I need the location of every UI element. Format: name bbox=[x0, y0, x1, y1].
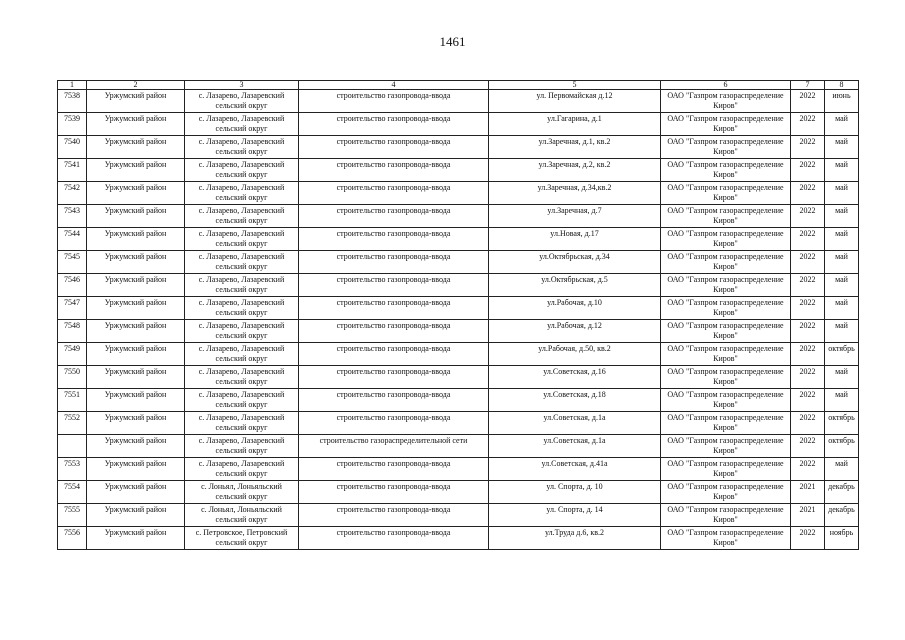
month-cell: июнь bbox=[825, 90, 859, 113]
organization-cell: ОАО "Газпром газораспределение Киров" bbox=[661, 90, 791, 113]
registry-table bbox=[57, 80, 859, 550]
table-row bbox=[58, 527, 859, 550]
work-type-cell: строительство газопровода-ввода bbox=[299, 136, 489, 159]
row-number: 7544 bbox=[58, 228, 87, 251]
table-row bbox=[58, 228, 859, 251]
locality-cell: с. Петровское, Петровский сельский округ bbox=[185, 527, 299, 550]
table-row bbox=[58, 481, 859, 504]
row-number: 7551 bbox=[58, 389, 87, 412]
row-number: 7549 bbox=[58, 343, 87, 366]
locality-cell: с. Лоньял, Лоньяльский сельский округ bbox=[185, 481, 299, 504]
district-cell: Уржумский район bbox=[87, 435, 185, 458]
year-cell: 2022 bbox=[791, 389, 825, 412]
address-cell: ул. Спорта, д. 14 bbox=[489, 504, 661, 527]
address-cell: ул. Спорта, д. 10 bbox=[489, 481, 661, 504]
locality-cell: с. Лазарево, Лазаревский сельский округ bbox=[185, 389, 299, 412]
table-row bbox=[58, 458, 859, 481]
work-type-cell: строительство газораспределительной сети bbox=[299, 435, 489, 458]
year-cell: 2022 bbox=[791, 228, 825, 251]
column-header: 8 bbox=[825, 81, 859, 90]
year-cell: 2022 bbox=[791, 90, 825, 113]
organization-cell: ОАО "Газпром газораспределение Киров" bbox=[661, 136, 791, 159]
work-type-cell: строительство газопровода-ввода bbox=[299, 228, 489, 251]
address-cell: ул.Советская, д.16 bbox=[489, 366, 661, 389]
locality-cell: с. Лазарево, Лазаревский сельский округ bbox=[185, 343, 299, 366]
row-number: 7539 bbox=[58, 113, 87, 136]
table-row bbox=[58, 343, 859, 366]
district-cell: Уржумский район bbox=[87, 113, 185, 136]
table-row bbox=[58, 205, 859, 228]
column-header: 3 bbox=[185, 81, 299, 90]
locality-cell: с. Лоньял, Лоньяльский сельский округ bbox=[185, 504, 299, 527]
work-type-cell: строительство газопровода-ввода bbox=[299, 504, 489, 527]
row-number: 7543 bbox=[58, 205, 87, 228]
address-cell: ул.Октябрьская, д.34 bbox=[489, 251, 661, 274]
month-cell: май bbox=[825, 205, 859, 228]
work-type-cell: строительство газопровода-ввода bbox=[299, 481, 489, 504]
work-type-cell: строительство газопровода-ввода bbox=[299, 205, 489, 228]
work-type-cell: строительство газопровода-ввода bbox=[299, 274, 489, 297]
row-number: 7538 bbox=[58, 90, 87, 113]
locality-cell: с. Лазарево, Лазаревский сельский округ bbox=[185, 251, 299, 274]
column-header: 4 bbox=[299, 81, 489, 90]
year-cell: 2022 bbox=[791, 251, 825, 274]
month-cell: май bbox=[825, 182, 859, 205]
year-cell: 2022 bbox=[791, 159, 825, 182]
row-number: 7554 bbox=[58, 481, 87, 504]
organization-cell: ОАО "Газпром газораспределение Киров" bbox=[661, 159, 791, 182]
locality-cell: с. Лазарево, Лазаревский сельский округ bbox=[185, 182, 299, 205]
table-row bbox=[58, 389, 859, 412]
month-cell: май bbox=[825, 251, 859, 274]
organization-cell: ОАО "Газпром газораспределение Киров" bbox=[661, 182, 791, 205]
address-cell: ул.Заречная, д.7 bbox=[489, 205, 661, 228]
locality-cell: с. Лазарево, Лазаревский сельский округ bbox=[185, 366, 299, 389]
year-cell: 2022 bbox=[791, 435, 825, 458]
column-header: 5 bbox=[489, 81, 661, 90]
row-number: 7553 bbox=[58, 458, 87, 481]
year-cell: 2022 bbox=[791, 458, 825, 481]
column-header: 1 bbox=[58, 81, 87, 90]
header-row bbox=[58, 81, 859, 90]
organization-cell: ОАО "Газпром газораспределение Киров" bbox=[661, 205, 791, 228]
locality-cell: с. Лазарево, Лазаревский сельский округ bbox=[185, 274, 299, 297]
district-cell: Уржумский район bbox=[87, 205, 185, 228]
table-row bbox=[58, 251, 859, 274]
table-row bbox=[58, 159, 859, 182]
address-cell: ул. Первомайская д.12 bbox=[489, 90, 661, 113]
row-number: 7552 bbox=[58, 412, 87, 435]
table-row bbox=[58, 320, 859, 343]
year-cell: 2022 bbox=[791, 182, 825, 205]
district-cell: Уржумский район bbox=[87, 320, 185, 343]
organization-cell: ОАО "Газпром газораспределение Киров" bbox=[661, 458, 791, 481]
month-cell: май bbox=[825, 274, 859, 297]
address-cell: ул.Рабочая, д.10 bbox=[489, 297, 661, 320]
row-number bbox=[58, 435, 87, 458]
work-type-cell: строительство газопровода-ввода bbox=[299, 159, 489, 182]
work-type-cell: строительство газопровода-ввода bbox=[299, 182, 489, 205]
month-cell: май bbox=[825, 320, 859, 343]
row-number: 7547 bbox=[58, 297, 87, 320]
organization-cell: ОАО "Газпром газораспределение Киров" bbox=[661, 481, 791, 504]
organization-cell: ОАО "Газпром газораспределение Киров" bbox=[661, 297, 791, 320]
locality-cell: с. Лазарево, Лазаревский сельский округ bbox=[185, 435, 299, 458]
locality-cell: с. Лазарево, Лазаревский сельский округ bbox=[185, 90, 299, 113]
table-row bbox=[58, 136, 859, 159]
row-number: 7545 bbox=[58, 251, 87, 274]
year-cell: 2022 bbox=[791, 412, 825, 435]
work-type-cell: строительство газопровода-ввода bbox=[299, 320, 489, 343]
locality-cell: с. Лазарево, Лазаревский сельский округ bbox=[185, 458, 299, 481]
month-cell: май bbox=[825, 389, 859, 412]
work-type-cell: строительство газопровода-ввода bbox=[299, 251, 489, 274]
year-cell: 2022 bbox=[791, 136, 825, 159]
year-cell: 2021 bbox=[791, 504, 825, 527]
district-cell: Уржумский район bbox=[87, 458, 185, 481]
district-cell: Уржумский район bbox=[87, 90, 185, 113]
organization-cell: ОАО "Газпром газораспределение Киров" bbox=[661, 274, 791, 297]
year-cell: 2022 bbox=[791, 366, 825, 389]
work-type-cell: строительство газопровода-ввода bbox=[299, 343, 489, 366]
organization-cell: ОАО "Газпром газораспределение Киров" bbox=[661, 113, 791, 136]
district-cell: Уржумский район bbox=[87, 527, 185, 550]
district-cell: Уржумский район bbox=[87, 389, 185, 412]
row-number: 7555 bbox=[58, 504, 87, 527]
district-cell: Уржумский район bbox=[87, 412, 185, 435]
month-cell: ноябрь bbox=[825, 527, 859, 550]
organization-cell: ОАО "Газпром газораспределение Киров" bbox=[661, 504, 791, 527]
organization-cell: ОАО "Газпром газораспределение Киров" bbox=[661, 527, 791, 550]
address-cell: ул.Заречная, д.1, кв.2 bbox=[489, 136, 661, 159]
row-number: 7550 bbox=[58, 366, 87, 389]
locality-cell: с. Лазарево, Лазаревский сельский округ bbox=[185, 136, 299, 159]
district-cell: Уржумский район bbox=[87, 251, 185, 274]
address-cell: ул.Труда д.6, кв.2 bbox=[489, 527, 661, 550]
month-cell: октябрь bbox=[825, 412, 859, 435]
year-cell: 2022 bbox=[791, 320, 825, 343]
table-row bbox=[58, 504, 859, 527]
column-header: 7 bbox=[791, 81, 825, 90]
address-cell: ул.Рабочая, д.50, кв.2 bbox=[489, 343, 661, 366]
work-type-cell: строительство газопровода-ввода bbox=[299, 389, 489, 412]
locality-cell: с. Лазарево, Лазаревский сельский округ bbox=[185, 113, 299, 136]
column-header: 6 bbox=[661, 81, 791, 90]
locality-cell: с. Лазарево, Лазаревский сельский округ bbox=[185, 412, 299, 435]
work-type-cell: строительство газопровода-ввода bbox=[299, 113, 489, 136]
year-cell: 2022 bbox=[791, 274, 825, 297]
year-cell: 2021 bbox=[791, 481, 825, 504]
address-cell: ул.Октябрьская, д.5 bbox=[489, 274, 661, 297]
month-cell: май bbox=[825, 159, 859, 182]
locality-cell: с. Лазарево, Лазаревский сельский округ bbox=[185, 159, 299, 182]
district-cell: Уржумский район bbox=[87, 504, 185, 527]
organization-cell: ОАО "Газпром газораспределение Киров" bbox=[661, 435, 791, 458]
district-cell: Уржумский район bbox=[87, 274, 185, 297]
month-cell: май bbox=[825, 113, 859, 136]
district-cell: Уржумский район bbox=[87, 297, 185, 320]
work-type-cell: строительство газопровода-ввода bbox=[299, 458, 489, 481]
month-cell: май bbox=[825, 366, 859, 389]
row-number: 7556 bbox=[58, 527, 87, 550]
address-cell: ул.Новая, д.17 bbox=[489, 228, 661, 251]
address-cell: ул.Рабочая, д.12 bbox=[489, 320, 661, 343]
organization-cell: ОАО "Газпром газораспределение Киров" bbox=[661, 251, 791, 274]
column-header: 2 bbox=[87, 81, 185, 90]
address-cell: ул.Советская, д.1а bbox=[489, 412, 661, 435]
page-number: 1461 bbox=[439, 34, 466, 49]
organization-cell: ОАО "Газпром газораспределение Киров" bbox=[661, 343, 791, 366]
address-cell: ул.Заречная, д.2, кв.2 bbox=[489, 159, 661, 182]
table-row bbox=[58, 412, 859, 435]
table-row bbox=[58, 274, 859, 297]
year-cell: 2022 bbox=[791, 343, 825, 366]
district-cell: Уржумский район bbox=[87, 182, 185, 205]
locality-cell: с. Лазарево, Лазаревский сельский округ bbox=[185, 205, 299, 228]
row-number: 7548 bbox=[58, 320, 87, 343]
locality-cell: с. Лазарево, Лазаревский сельский округ bbox=[185, 228, 299, 251]
table-row bbox=[58, 182, 859, 205]
month-cell: декабрь bbox=[825, 481, 859, 504]
table-row bbox=[58, 90, 859, 113]
address-cell: ул.Советская, д.41а bbox=[489, 458, 661, 481]
year-cell: 2022 bbox=[791, 297, 825, 320]
table-row bbox=[58, 435, 859, 458]
year-cell: 2022 bbox=[791, 527, 825, 550]
work-type-cell: строительство газопровода-ввода bbox=[299, 366, 489, 389]
month-cell: декабрь bbox=[825, 504, 859, 527]
table-row bbox=[58, 113, 859, 136]
organization-cell: ОАО "Газпром газораспределение Киров" bbox=[661, 320, 791, 343]
address-cell: ул.Заречная, д.34,кв.2 bbox=[489, 182, 661, 205]
district-cell: Уржумский район bbox=[87, 343, 185, 366]
address-cell: ул.Советская, д.18 bbox=[489, 389, 661, 412]
month-cell: май bbox=[825, 297, 859, 320]
month-cell: октябрь bbox=[825, 435, 859, 458]
month-cell: май bbox=[825, 228, 859, 251]
row-number: 7540 bbox=[58, 136, 87, 159]
month-cell: октябрь bbox=[825, 343, 859, 366]
address-cell: ул.Гагарина, д.1 bbox=[489, 113, 661, 136]
work-type-cell: строительство газопровода-ввода bbox=[299, 527, 489, 550]
year-cell: 2022 bbox=[791, 205, 825, 228]
row-number: 7542 bbox=[58, 182, 87, 205]
district-cell: Уржумский район bbox=[87, 366, 185, 389]
table-row bbox=[58, 366, 859, 389]
address-cell: ул.Советская, д.1а bbox=[489, 435, 661, 458]
locality-cell: с. Лазарево, Лазаревский сельский округ bbox=[185, 320, 299, 343]
organization-cell: ОАО "Газпром газораспределение Киров" bbox=[661, 389, 791, 412]
work-type-cell: строительство газопровода-ввода bbox=[299, 412, 489, 435]
organization-cell: ОАО "Газпром газораспределение Киров" bbox=[661, 366, 791, 389]
district-cell: Уржумский район bbox=[87, 481, 185, 504]
work-type-cell: строительство газопровода-ввода bbox=[299, 297, 489, 320]
table-row bbox=[58, 297, 859, 320]
month-cell: май bbox=[825, 458, 859, 481]
work-type-cell: строительство газопровода-ввода bbox=[299, 90, 489, 113]
district-cell: Уржумский район bbox=[87, 136, 185, 159]
locality-cell: с. Лазарево, Лазаревский сельский округ bbox=[185, 297, 299, 320]
organization-cell: ОАО "Газпром газораспределение Киров" bbox=[661, 412, 791, 435]
year-cell: 2022 bbox=[791, 113, 825, 136]
organization-cell: ОАО "Газпром газораспределение Киров" bbox=[661, 228, 791, 251]
row-number: 7541 bbox=[58, 159, 87, 182]
district-cell: Уржумский район bbox=[87, 228, 185, 251]
row-number: 7546 bbox=[58, 274, 87, 297]
month-cell: май bbox=[825, 136, 859, 159]
district-cell: Уржумский район bbox=[87, 159, 185, 182]
